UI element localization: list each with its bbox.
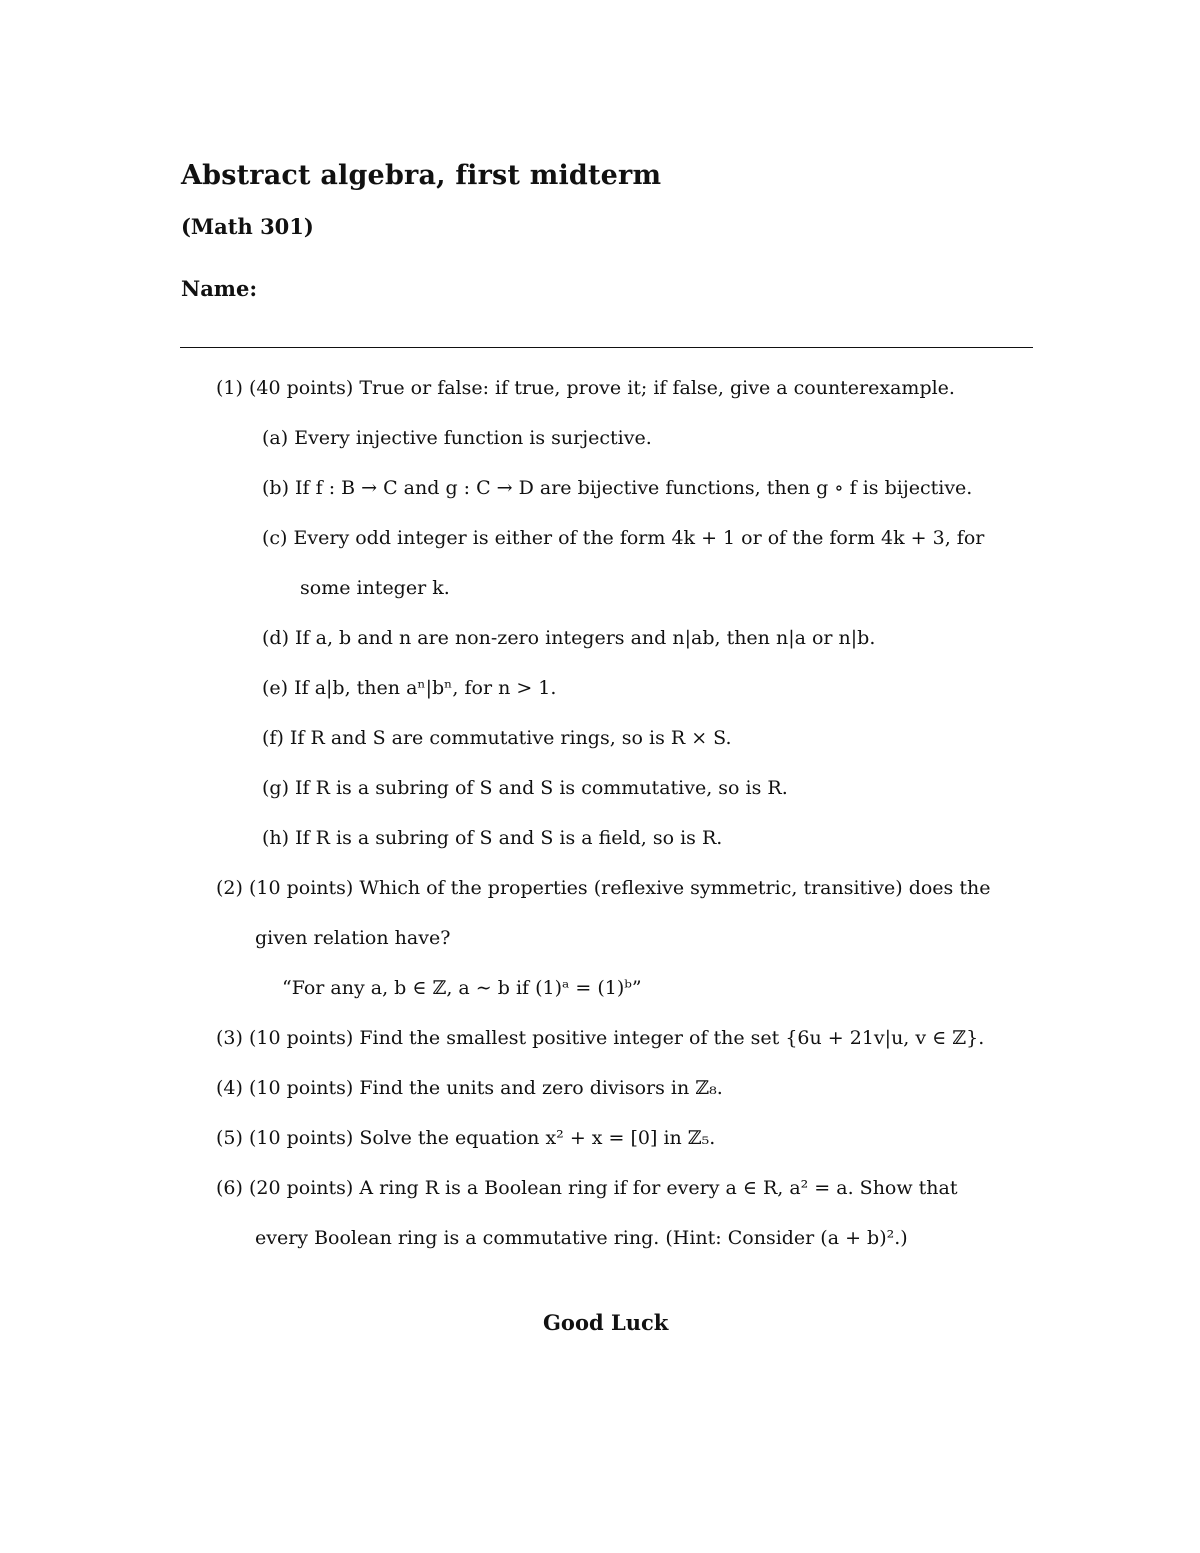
- question-5-text: (10 points) Solve the equation x² + x = [0] in ℤ₅.: [248, 1127, 716, 1149]
- question-1c-text: Every odd integer is either of the form 4k + 1 or of the form 4k + 3, for: [293, 527, 985, 549]
- question-1a-text: Every injective function is surjective.: [294, 427, 652, 449]
- question-3-number: (3): [216, 1027, 243, 1049]
- question-1c-continued: [300, 576, 450, 600]
- question-1-text: (40 points) True or false: if true, prove it; if false, give a counterexample.: [248, 377, 955, 399]
- question-2-number: (2): [216, 877, 243, 899]
- question-6-continued: [255, 1226, 908, 1250]
- question-1b-text: If f : B → C and g : C → D are bijective functions, then g ∘ f is bijective.: [295, 477, 973, 499]
- question-1f-label: (f): [262, 727, 284, 749]
- closing-text: Good Luck: [543, 1310, 669, 1335]
- question-6-text: (20 points) A ring R is a Boolean ring if for every a ∈ R, a² = a. Show that: [248, 1177, 958, 1199]
- question-1f: [262, 726, 732, 750]
- question-3: [216, 1026, 984, 1050]
- question-1d-label: (d): [262, 627, 289, 649]
- question-1a-label: (a): [262, 427, 289, 449]
- question-1h: [262, 826, 722, 850]
- question-1e-label: (e): [262, 677, 289, 699]
- question-1c: [262, 526, 984, 550]
- question-1g-label: (g): [262, 777, 289, 799]
- name-line-divider: [180, 347, 1033, 348]
- question-4: [216, 1076, 723, 1100]
- question-4-text: (10 points) Find the units and zero divisors in ℤ₈.: [248, 1077, 723, 1099]
- page-title: Abstract algebra, first midterm: [181, 160, 662, 191]
- question-2-quote: “For any a, b ∈ ℤ, a ∼ b if (1)ᵃ = (1)ᵇ”: [282, 977, 642, 999]
- question-2: [216, 876, 990, 900]
- question-1d-text: If a, b and n are non-zero integers and n|ab, then n|a or n|b.: [295, 627, 876, 649]
- question-1e: [262, 676, 556, 700]
- question-6: [216, 1176, 958, 1200]
- question-1a: [262, 426, 652, 450]
- question-1b-label: (b): [262, 477, 289, 499]
- question-1h-text: If R is a subring of S and S is a field, so is R.: [295, 827, 723, 849]
- question-1g-text: If R is a subring of S and S is commutative, so is R.: [295, 777, 788, 799]
- question-2-text-cont: given relation have?: [255, 927, 451, 949]
- question-1f-text: If R and S are commutative rings, so is R × S.: [289, 727, 732, 749]
- question-3-text: (10 points) Find the smallest positive integer of the set {6u + 21v|u, v ∈ ℤ}.: [248, 1027, 985, 1049]
- question-1h-label: (h): [262, 827, 290, 849]
- question-1-number: (1): [216, 377, 243, 399]
- question-1e-text: If a|b, then aⁿ|bⁿ, for n > 1.: [294, 677, 557, 699]
- name-label: Name:: [181, 276, 258, 301]
- question-2-continued: [255, 926, 450, 950]
- question-1: [216, 376, 955, 400]
- question-4-number: (4): [216, 1077, 243, 1099]
- question-1b: [262, 476, 972, 500]
- question-1c-text-cont: some integer k.: [300, 577, 450, 599]
- question-6-text-cont: every Boolean ring is a commutative ring. (Hint: Consider (a + b)².): [255, 1227, 908, 1249]
- question-5-number: (5): [216, 1127, 243, 1149]
- question-2-relation: [282, 976, 642, 1000]
- question-1c-label: (c): [262, 527, 288, 549]
- question-1d: [262, 626, 875, 650]
- question-5: [216, 1126, 715, 1150]
- question-6-number: (6): [216, 1177, 243, 1199]
- course-code: (Math 301): [181, 214, 314, 239]
- question-1g: [262, 776, 788, 800]
- question-2-text: (10 points) Which of the properties (reflexive symmetric, transitive) does the: [248, 877, 991, 899]
